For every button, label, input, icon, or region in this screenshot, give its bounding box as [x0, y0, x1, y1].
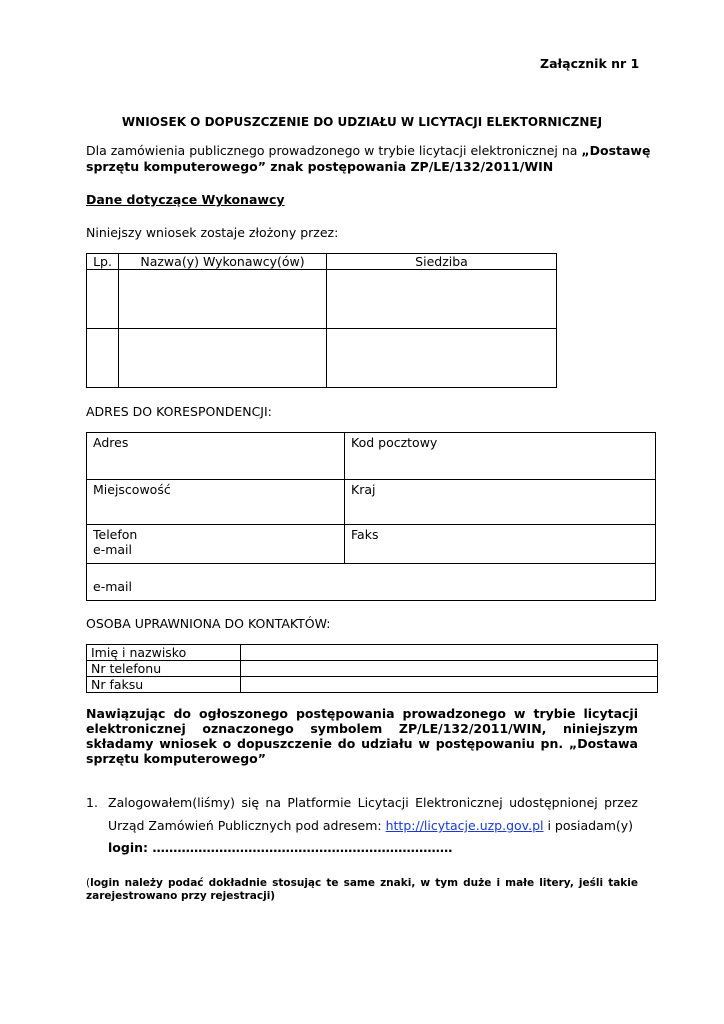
city-cell[interactable] [87, 480, 345, 525]
declaration-line4: sprzętu komputerowego” [86, 751, 266, 766]
declaration-line3: składamy wniosek o dopuszczenie do udziału w postępowaniu pn. „Dostawa [86, 736, 638, 751]
contact-name-value[interactable] [241, 645, 658, 661]
address-heading: ADRES DO KORESPONDENCJI: [86, 404, 272, 419]
note-line1 [86, 877, 638, 890]
table-row [87, 270, 557, 329]
cell-seat[interactable] [327, 270, 557, 329]
note-line2: zarejestrowano przy rejestracji) [86, 890, 276, 902]
intro-paragraph [86, 143, 650, 158]
note-open-paren: ( [86, 877, 91, 889]
contact-phone-value[interactable] [241, 661, 658, 677]
annex-label: Załącznik nr 1 [540, 56, 640, 71]
cell-lp[interactable] [87, 270, 119, 329]
declaration-line1: Nawiązując do ogłoszonego postępowania prowadzonego w trybie licytacji [86, 706, 638, 721]
intro-line1: Dla zamówienia publicznego prowadzonego w trybie licytacji elektronicznej na [86, 143, 582, 158]
phone-label: Telefon [93, 527, 138, 542]
header-seat: Siedziba [327, 254, 557, 270]
cell-name[interactable] [119, 329, 327, 388]
contact-name-label: Imię i nazwisko [87, 645, 241, 661]
postal-code-cell[interactable] [345, 433, 656, 480]
item1-number: 1. [86, 795, 98, 810]
section-heading: Dane dotyczące Wykonawcy [86, 192, 285, 207]
table-row [87, 433, 656, 480]
address-table [86, 432, 656, 601]
contact-heading: OSOBA UPRAWNIONA DO KONTAKTÓW: [86, 616, 331, 631]
login-field[interactable]: login: ……………………………………………………………… [108, 840, 453, 855]
cell-seat[interactable] [327, 329, 557, 388]
phone-cell[interactable] [87, 525, 345, 564]
city-label: Miejscowość [93, 482, 171, 497]
table-row [87, 329, 557, 388]
item1-line2-before: Urząd Zamówień Publicznych pod adresem: [108, 818, 386, 833]
note-line1-text: login należy podać dokładnie stosując te same znaki, w tym duże i małe litery, jeśli takie [90, 877, 638, 889]
address-cell[interactable] [87, 433, 345, 480]
cell-lp[interactable] [87, 329, 119, 388]
item1-line2-after: i posiadam(y) [543, 818, 634, 833]
table-row [87, 645, 658, 661]
item1-line2 [108, 818, 638, 833]
fax-cell[interactable] [345, 525, 656, 564]
cell-name[interactable] [119, 270, 327, 329]
declaration-line2: elektronicznej oznaczonego symbolem ZP/LE/132/2011/WIN, niniejszym [86, 721, 638, 736]
postal-code-label: Kod pocztowy [351, 435, 438, 450]
table-row [87, 525, 656, 564]
country-cell[interactable] [345, 480, 656, 525]
login-note [86, 877, 638, 903]
country-label: Kraj [351, 482, 376, 497]
contact-fax-label: Nr faksu [87, 677, 241, 693]
address-label: Adres [93, 435, 129, 450]
header-lp: Lp. [87, 254, 119, 270]
declaration-paragraph [86, 706, 638, 766]
header-name: Nazwa(y) Wykonawcy(ów) [119, 254, 327, 270]
table-row [87, 564, 656, 601]
contractors-table [86, 253, 557, 388]
item1-line1: Zalogowałem(liśmy) się na Platformie Licytacji Elektronicznej udostępnionej przez [108, 795, 638, 810]
document-title: WNIOSEK O DOPUSZCZENIE DO UDZIAŁU W LICYTACJI ELEKTORNICZNEJ [121, 115, 603, 129]
contact-table [86, 644, 658, 693]
table-row [87, 480, 656, 525]
contact-phone-label: Nr telefonu [87, 661, 241, 677]
contact-fax-value[interactable] [241, 677, 658, 693]
intro-line1-bold: „Dostawę [581, 143, 651, 158]
phone-email-label: e-mail [93, 542, 132, 557]
platform-link[interactable]: http://licytacje.uzp.gov.pl [385, 818, 544, 833]
email-cell[interactable] [87, 564, 656, 601]
email-label: e-mail [93, 579, 132, 594]
table-row [87, 677, 658, 693]
submitted-by-text: Niniejszy wniosek zostaje złożony przez: [86, 225, 339, 240]
intro-line2: sprzętu komputerowego” znak postępowania ZP/LE/132/2011/WIN [86, 159, 554, 174]
table-row [87, 661, 658, 677]
fax-label: Faks [351, 527, 379, 542]
table-header-row [87, 254, 557, 270]
